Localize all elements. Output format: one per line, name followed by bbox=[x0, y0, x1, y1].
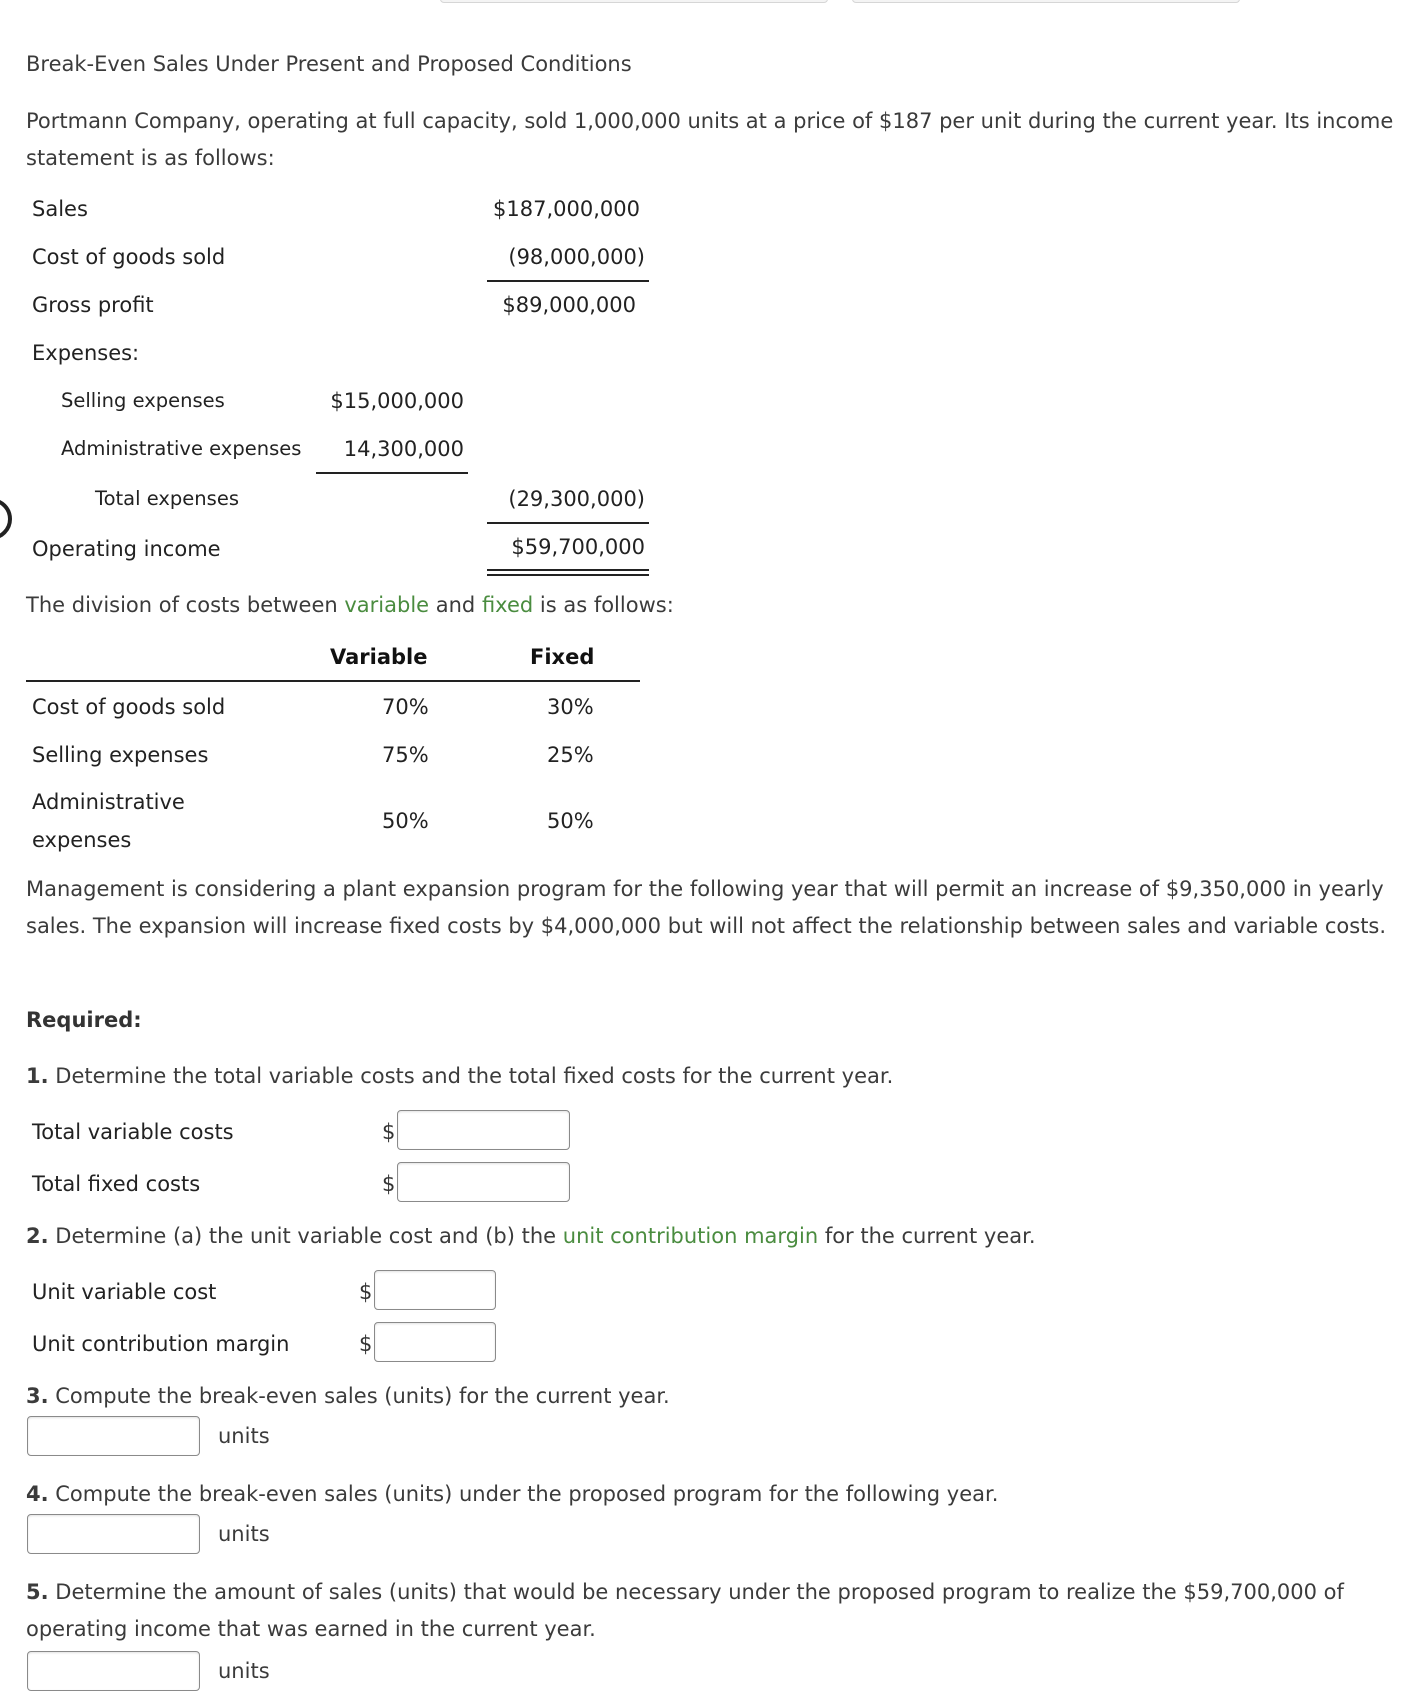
division-row-cogs-fixed: 30% bbox=[547, 695, 594, 719]
break-even-current-units: units bbox=[218, 1424, 270, 1448]
admin-expenses-label: Administrative expenses bbox=[61, 437, 302, 460]
division-row-admin-label-line1: Administrative bbox=[32, 790, 185, 814]
unit-variable-cost-input[interactable] bbox=[374, 1270, 496, 1310]
question-4-text: Compute the break-even sales (units) under the proposed program for the following year. bbox=[48, 1482, 999, 1506]
division-header-line bbox=[26, 680, 640, 682]
division-text-before: The division of costs between bbox=[26, 593, 345, 617]
question-1-text: Determine the total variable costs and the total fixed costs for the current year. bbox=[48, 1064, 894, 1088]
header-fixed: Fixed bbox=[530, 645, 595, 669]
division-row-admin-label-line2: expenses bbox=[32, 828, 132, 852]
operating-income-value: $59,700,000 bbox=[511, 535, 645, 559]
operating-income-double-line-2 bbox=[487, 574, 649, 576]
division-row-selling-variable: 75% bbox=[382, 743, 429, 767]
unit-contribution-margin-input[interactable] bbox=[374, 1322, 496, 1362]
total-fixed-costs-dollar: $ bbox=[382, 1172, 396, 1196]
intro-paragraph: Portmann Company, operating at full capacity, sold 1,000,000 units at a price of $187 per unit during the current year. Its income statement is as follows: bbox=[26, 109, 1394, 170]
division-text-after: is as follows: bbox=[533, 593, 674, 617]
division-paragraph bbox=[26, 587, 674, 624]
cogs-underline bbox=[487, 280, 649, 282]
question-5-text: Determine the amount of sales (units) that would be necessary under the proposed program to realize the $59,700,000 of operating income that was earned in the current year. bbox=[26, 1580, 1344, 1641]
target-income-units-label: units bbox=[218, 1659, 270, 1683]
top-tab-left[interactable] bbox=[440, 0, 828, 3]
question-1-number: 1. bbox=[26, 1064, 49, 1088]
division-row-selling-fixed: 25% bbox=[547, 743, 594, 767]
selling-expenses-label: Selling expenses bbox=[61, 389, 225, 412]
division-text-and: and bbox=[429, 593, 482, 617]
selling-expenses-value: $15,000,000 bbox=[330, 389, 464, 413]
division-row-cogs-label: Cost of goods sold bbox=[32, 695, 226, 719]
sales-label: Sales bbox=[32, 197, 88, 221]
total-expenses-label: Total expenses bbox=[95, 487, 239, 510]
expenses-label: Expenses: bbox=[32, 341, 140, 365]
target-income-units-input[interactable] bbox=[27, 1651, 200, 1691]
total-variable-costs-label: Total variable costs bbox=[32, 1120, 234, 1144]
division-row-selling-label: Selling expenses bbox=[32, 743, 209, 767]
cogs-label: Cost of goods sold bbox=[32, 245, 226, 269]
break-even-current-input[interactable] bbox=[27, 1416, 200, 1456]
unit-variable-cost-label: Unit variable cost bbox=[32, 1280, 217, 1304]
question-2-number: 2. bbox=[26, 1224, 49, 1248]
gross-profit-label: Gross profit bbox=[32, 293, 154, 317]
total-variable-costs-dollar: $ bbox=[382, 1120, 396, 1144]
question-3-number: 3. bbox=[26, 1384, 49, 1408]
unit-variable-cost-dollar: $ bbox=[359, 1280, 373, 1304]
operating-income-double-line-1 bbox=[487, 569, 649, 571]
unit-contribution-margin-label: Unit contribution margin bbox=[32, 1332, 290, 1356]
problem-title: Break-Even Sales Under Present and Proposed Conditions bbox=[26, 52, 632, 76]
break-even-proposed-units: units bbox=[218, 1522, 270, 1546]
break-even-proposed-input[interactable] bbox=[27, 1514, 200, 1554]
side-handle-icon[interactable] bbox=[0, 498, 12, 540]
division-row-cogs-variable: 70% bbox=[382, 695, 429, 719]
total-variable-costs-input[interactable] bbox=[397, 1110, 570, 1150]
division-row-admin-variable: 50% bbox=[382, 809, 429, 833]
question-5-number: 5. bbox=[26, 1580, 49, 1604]
header-variable: Variable bbox=[330, 645, 428, 669]
question-5 bbox=[26, 1574, 1416, 1648]
question-2 bbox=[26, 1218, 1036, 1255]
question-2-text-before: Determine (a) the unit variable cost and (b) the bbox=[48, 1224, 563, 1248]
question-4 bbox=[26, 1476, 998, 1513]
admin-underline bbox=[316, 472, 468, 474]
unit-contribution-margin-dollar: $ bbox=[359, 1332, 373, 1356]
admin-expenses-value: 14,300,000 bbox=[343, 437, 464, 461]
question-1 bbox=[26, 1058, 893, 1095]
total-fixed-costs-input[interactable] bbox=[397, 1162, 570, 1202]
operating-income-label: Operating income bbox=[32, 537, 221, 561]
gross-profit-value: $89,000,000 bbox=[502, 293, 636, 317]
required-heading: Required: bbox=[26, 1008, 142, 1032]
question-3 bbox=[26, 1378, 670, 1415]
variable-link[interactable]: variable bbox=[344, 593, 430, 617]
fixed-link[interactable]: fixed bbox=[481, 593, 534, 617]
question-2-text-after: for the current year. bbox=[818, 1224, 1036, 1248]
total-expenses-underline bbox=[487, 522, 649, 524]
question-4-number: 4. bbox=[26, 1482, 49, 1506]
management-paragraph: Management is considering a plant expansion program for the following year that will permit an increase of $9,350,000 in yearly sales. The expansion will increase fixed costs by $4,000,000 but will not affect the relationship between sales and variable costs. bbox=[26, 877, 1387, 938]
question-3-text: Compute the break-even sales (units) for the current year. bbox=[48, 1384, 670, 1408]
division-row-admin-fixed: 50% bbox=[547, 809, 594, 833]
cogs-value: (98,000,000) bbox=[508, 245, 645, 269]
unit-contribution-margin-link[interactable]: unit contribution margin bbox=[562, 1224, 819, 1248]
total-fixed-costs-label: Total fixed costs bbox=[32, 1172, 201, 1196]
sales-value: $187,000,000 bbox=[493, 197, 640, 221]
total-expenses-value: (29,300,000) bbox=[508, 487, 645, 511]
top-tab-right[interactable] bbox=[852, 0, 1240, 3]
